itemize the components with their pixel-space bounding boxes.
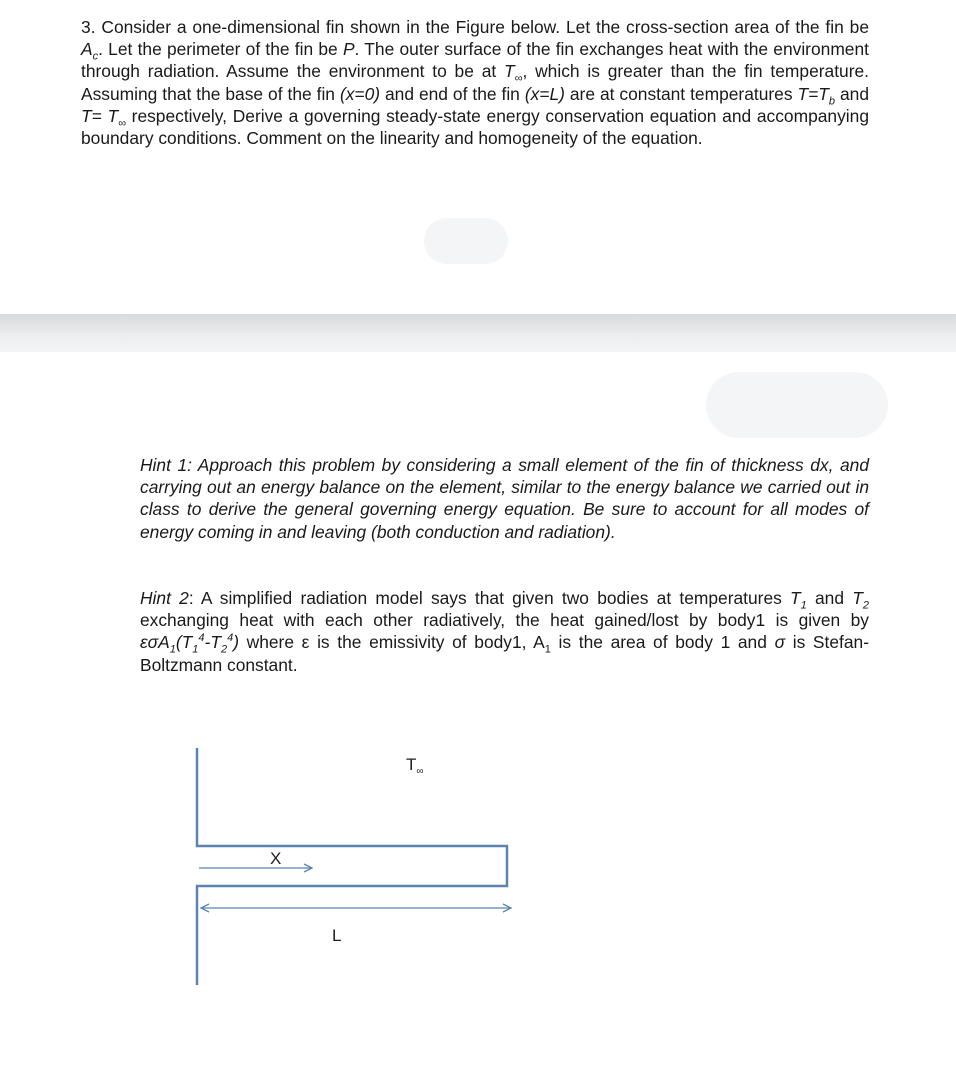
wall-upper [197, 748, 507, 985]
x-label: X [270, 849, 282, 868]
problem-statement: 3. Consider a one-dimensional fin shown in the Figure below. Let the cross-section area of the fin be $A_c$. Let the perimeter of the fin be P. The outer surface of the fin exchanges heat with the environment through radiation. Assume the environment to be at $T_\infty$, which is greater than the fin temperature. Assuming that the base of the fin (x=0) and end of the fin (x=L) are at constant temperatures $T=T_b$ and $T= T_\infty$ respectively, Derive a governing steady-state energy conservation equation and accompanying boundary conditions. Comment on the linearity and homogeneity of the equation. [81, 17, 870, 149]
hint-1: Hint 1: Approach this problem by considering a small element of the fin of thickness dx, and carrying out an energy balance on the element, similar to the energy balance we carried out in class to derive the general governing energy equation. Be sure to account for all modes of energy coming in and leaving (both conduction and radiation). [140, 455, 869, 542]
t-inf-label: $T_\infty$ [406, 755, 424, 777]
t-inf-symbol: $T_\infty$ [504, 61, 523, 85]
hint-2: Hint 2: A simplified radiation model says that given two bodies at temperatures $T_1$ and $T_2$ exchanging heat with each other radiatively, the heat gained/lost by body1 is given by $\varepsilon\sigma A_1(T_1^4-T_2^4)$ where ε is the emissivity of body1, $A_1$ is the area of body 1 and σ is Stefan-Boltzmann constant. [140, 588, 869, 675]
ac-symbol: $A_c$ [81, 39, 99, 63]
l-label: L [332, 926, 342, 945]
radiation-formula: $\varepsilon\sigma A_1(T_1^4-T_2^4)$ [140, 632, 239, 656]
